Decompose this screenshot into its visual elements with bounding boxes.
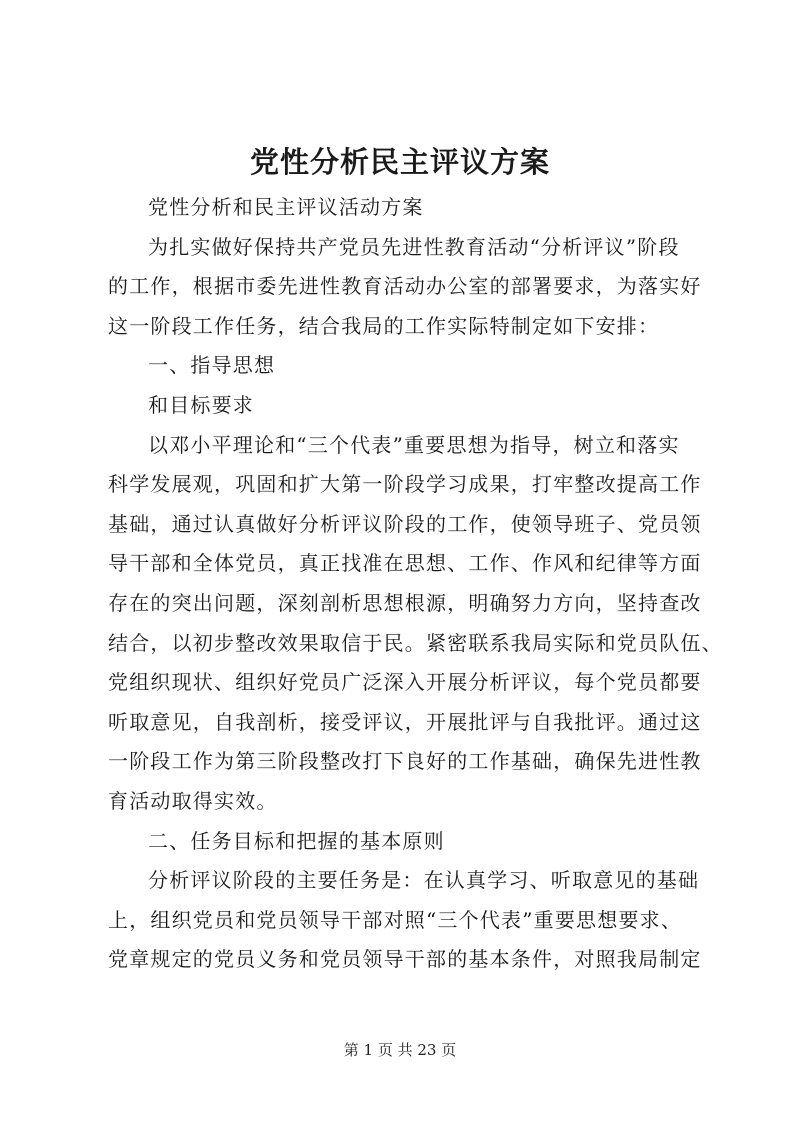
subtitle-line: 党性分析和民主评议活动方案 xyxy=(148,195,424,219)
section-heading: 二、任务目标和把握的基本原则 xyxy=(148,828,445,853)
paragraph-line: 上，组织党员和党员领导干部对照“三个代表”重要思想要求、 xyxy=(108,907,683,932)
paragraph-line: 基础，通过认真做好分析评议阶段的工作，使领导班子、党员领 xyxy=(108,511,702,536)
paragraph-line: 为扎实做好保持共产党员先进性教育活动“分析评议”阶段 xyxy=(148,234,680,259)
paragraph-line: 育活动取得实效。 xyxy=(108,788,278,813)
paragraph-line: 党组织现状、组织好党员广泛深入开展分析评议，每个党员都要 xyxy=(108,670,702,695)
paragraph-line: 结合，以初步整改效果取信于民。紧密联系我局实际和党员队伍、 xyxy=(108,630,723,655)
paragraph-line: 的工作，根据市委先进性教育活动办公室的部署要求，为落实好 xyxy=(108,274,702,299)
document-title: 党性分析民主评议方案 xyxy=(249,145,550,179)
section-heading: 一、指导思想 xyxy=(148,353,276,378)
paragraph-line: 党章规定的党员义务和党员领导干部的基本条件，对照我局制定 xyxy=(108,947,702,972)
paragraph-line: 以邓小平理论和“三个代表”重要思想为指导，树立和落实 xyxy=(148,432,680,457)
paragraph-line: 这一阶段工作任务，结合我局的工作实际特制定如下安排： xyxy=(108,313,660,338)
paragraph-line: 一阶段工作为第三阶段整改打下良好的工作基础，确保先进性教 xyxy=(108,749,702,774)
paragraph-line: 分析评议阶段的主要任务是：在认真学习、听取意见的基础 xyxy=(148,868,700,893)
section-heading-continued: 和目标要求 xyxy=(148,392,254,417)
paragraph-line: 存在的突出问题，深刻剖析思想根源，明确努力方向，坚持查改 xyxy=(108,590,702,615)
page-footer: 第 1 页 共 23 页 xyxy=(343,1041,457,1059)
document-body xyxy=(108,188,723,980)
paragraph-line: 科学发展观，巩固和扩大第一阶段学习成果，打牢整改提高工作 xyxy=(108,472,702,497)
paragraph-line: 听取意见，自我剖析，接受评议，开展批评与自我批评。通过这 xyxy=(108,709,702,734)
paragraph-line: 导干部和全体党员，真正找准在思想、工作、作风和纪律等方面 xyxy=(108,551,702,576)
